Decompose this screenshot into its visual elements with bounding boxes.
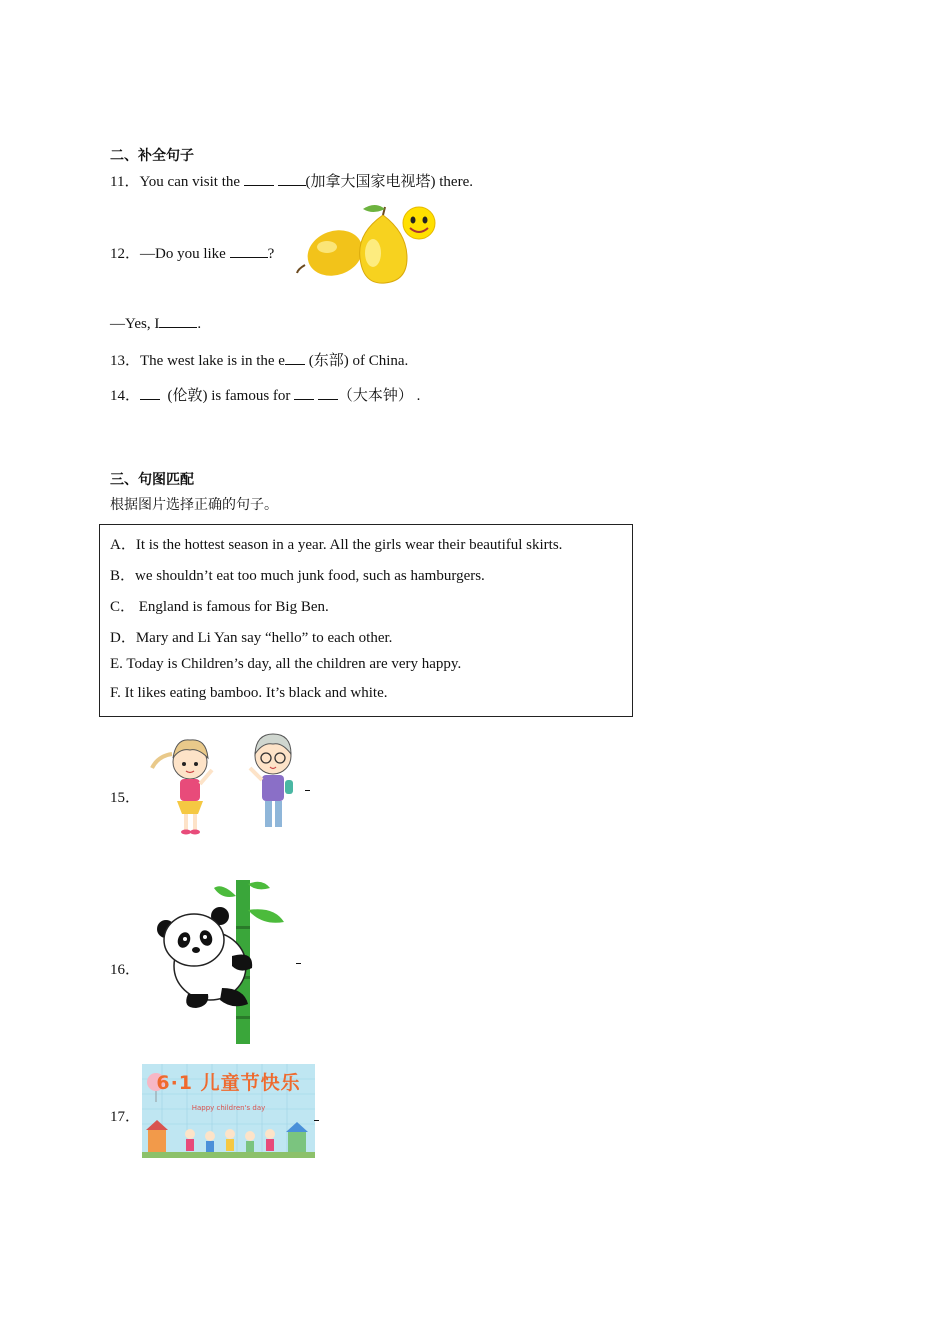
answer-blank[interactable] bbox=[285, 352, 305, 365]
answer-text: . bbox=[197, 316, 202, 332]
option-f: F. It likes eating bamboo. It’s black and white. bbox=[110, 685, 388, 701]
question-text: (东部) of China. bbox=[304, 353, 409, 369]
answer-blank[interactable] bbox=[159, 315, 197, 328]
section-heading-fill-sentences: 二、补全句子 bbox=[110, 148, 194, 164]
smiley-icon bbox=[403, 207, 435, 239]
question-text: (加拿大国家电视塔) there. bbox=[305, 174, 473, 190]
question-number: 12． bbox=[110, 246, 141, 262]
question-number: 13． bbox=[110, 353, 141, 369]
question-text: （大本钟） . bbox=[337, 388, 421, 404]
banner-subtitle: Happy children's day bbox=[191, 1104, 266, 1112]
section-instruction: 根据图片选择正确的句子。 bbox=[110, 497, 278, 513]
option-e: E. Today is Children’s day, all the children are very happy. bbox=[110, 656, 462, 672]
question-16-number: 16． bbox=[110, 962, 141, 978]
question-number: 14． bbox=[110, 388, 141, 404]
answer-blank[interactable] bbox=[305, 790, 310, 791]
question-11 bbox=[110, 170, 473, 191]
question-number: 11． bbox=[110, 174, 140, 190]
question-text: You can visit the bbox=[139, 174, 244, 190]
answer-blank[interactable] bbox=[244, 173, 274, 186]
answer-blank[interactable] bbox=[140, 387, 160, 400]
two-children-greeting-image bbox=[146, 724, 311, 839]
question-13 bbox=[110, 349, 408, 370]
option-b: B．we shouldn’t eat too much junk food, such as hamburgers. bbox=[110, 568, 485, 584]
answer-text: —Yes, I bbox=[110, 316, 160, 332]
banner-title: 6·1 儿童节快乐 bbox=[156, 1072, 301, 1094]
options-box bbox=[99, 524, 633, 717]
answer-blank[interactable] bbox=[318, 387, 338, 400]
answer-blank[interactable] bbox=[230, 245, 268, 258]
question-15-number: 15． bbox=[110, 790, 141, 806]
childrens-day-banner-image bbox=[142, 1064, 315, 1158]
question-17-number: 17． bbox=[110, 1109, 141, 1125]
answer-blank[interactable] bbox=[294, 387, 314, 400]
question-12-answer bbox=[110, 315, 201, 333]
option-c: C． England is famous for Big Ben. bbox=[110, 599, 329, 615]
answer-blank[interactable] bbox=[278, 173, 306, 186]
question-14 bbox=[110, 384, 420, 405]
question-12 bbox=[110, 242, 274, 263]
option-a: A．It is the hottest season in a year. All the girls wear their beautiful skirts. bbox=[110, 537, 563, 553]
answer-blank[interactable] bbox=[296, 963, 301, 964]
option-d: D．Mary and Li Yan say “hello” to each other. bbox=[110, 630, 393, 646]
answer-blank[interactable] bbox=[314, 1120, 319, 1121]
question-text: (伦敦) is famous for bbox=[163, 388, 295, 404]
question-text: ? bbox=[267, 246, 275, 262]
pears-image bbox=[295, 203, 440, 288]
question-text: The west lake is in the e bbox=[140, 353, 285, 369]
panda-on-bamboo-image bbox=[152, 876, 297, 1044]
question-text: —Do you like bbox=[140, 246, 230, 262]
section-heading-picture-matching: 三、句图匹配 bbox=[110, 472, 194, 488]
